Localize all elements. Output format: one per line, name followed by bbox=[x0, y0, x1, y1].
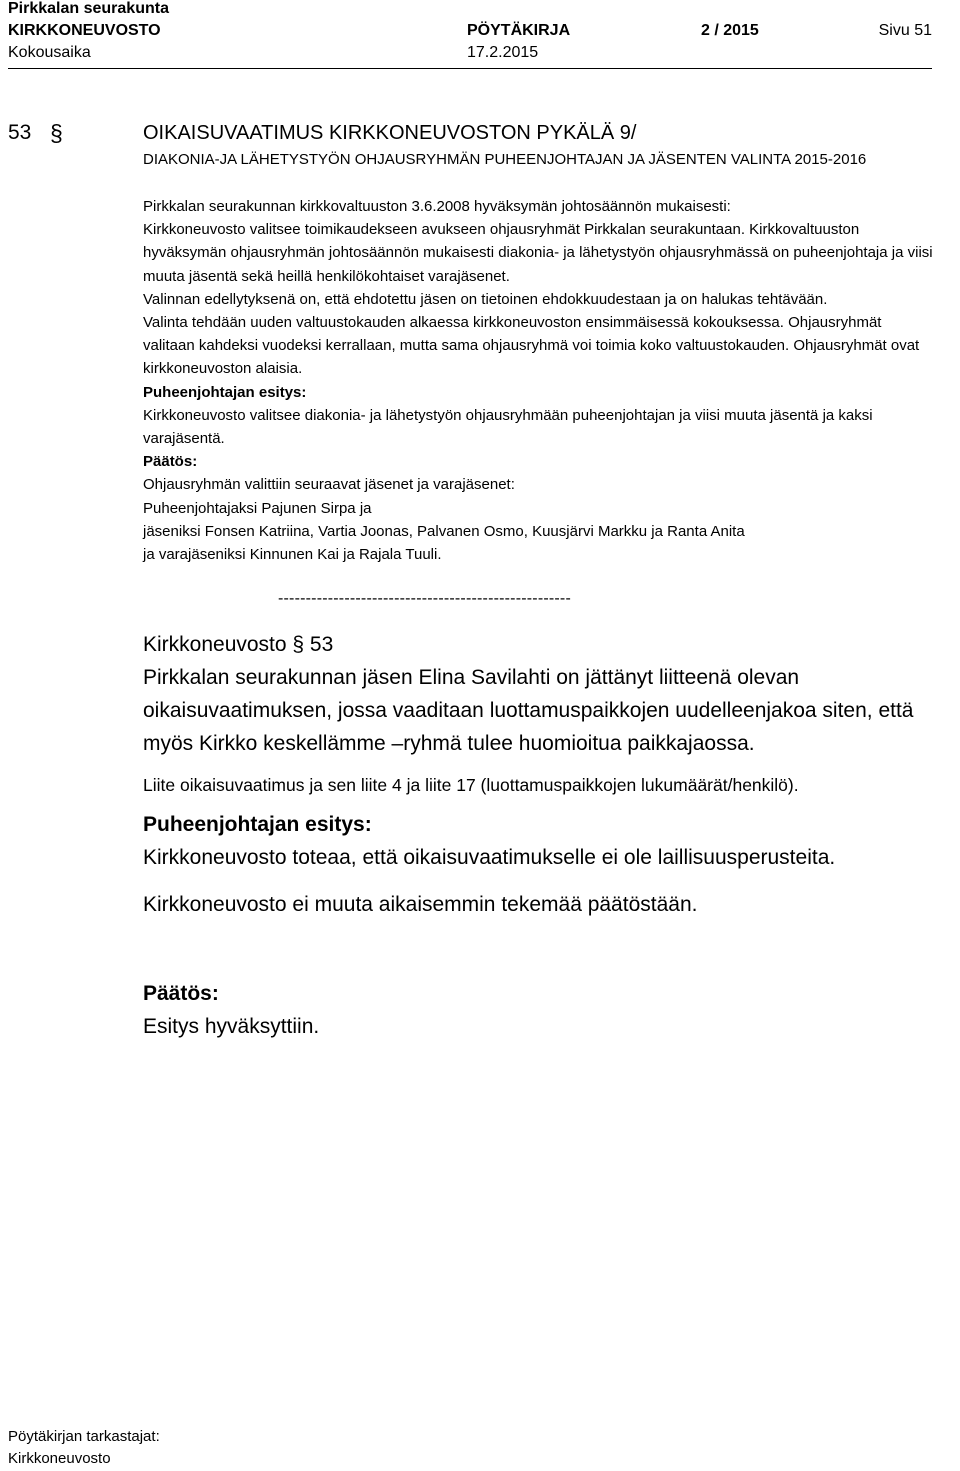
section-body bbox=[143, 195, 933, 566]
section-subtitle: DIAKONIA-JA LÄHETYSTYÖN OHJAUSRYHMÄN PUHEENJOHTAJAN JA JÄSENTEN VALINTA 2015-2016 bbox=[143, 151, 867, 168]
meeting-date: 17.2.2015 bbox=[467, 44, 539, 61]
footer-label: Pöytäkirjan tarkastajat: bbox=[8, 1428, 160, 1445]
paragraph: Valinta tehdään uuden valtuustokauden alkaessa kirkkoneuvoston ensimmäisessä kokouksessa. Ohjausryhmät valitaan kahdeksi vuodeksi kerrallaan, mutta sama ohjausryhmä voi toimia koko valtuustokauden. Ohjausryhmät ovat kirkkoneuvoston alaisia. bbox=[143, 314, 920, 378]
section-title: OIKAISUVAATIMUS KIRKKONEUVOSTON PYKÄLÄ 9/ bbox=[143, 122, 637, 144]
governing-body: KIRKKONEUVOSTO bbox=[8, 22, 161, 39]
section-number: 53 bbox=[8, 121, 32, 144]
paragraph: Valinnan edellytyksenä on, että ehdotettu jäsen on tietoinen ehdokkuudestaan ja on halukas tehtävään. bbox=[143, 290, 828, 308]
footer-body: Kirkkoneuvosto bbox=[8, 1450, 111, 1467]
proposal-label: Puheenjohtajan esitys: bbox=[143, 383, 307, 401]
header-divider bbox=[8, 68, 932, 69]
separator-line: ----------------------------------------------------- bbox=[278, 590, 571, 607]
council-proposal-text: Kirkkoneuvosto toteaa, että oikaisuvaatimukselle ei ole laillisuusperusteita. bbox=[143, 846, 836, 869]
paragraph: Kirkkoneuvosto valitsee toimikaudekseen avukseen ohjausryhmät Pirkkalan seurakuntaan. Kirkkovaltuuston hyväksymän ohjausryhmän johtosäännön mukaisesti diakonia- ja lähetystyön ohjausryhmässä on puheenjohtaja ja viisi muuta jäsentä sekä heillä henkilökohtaiset varajäsenet. bbox=[143, 221, 933, 285]
council-proposal-label: Puheenjohtajan esitys: bbox=[143, 813, 372, 836]
document-type: PÖYTÄKIRJA bbox=[467, 22, 571, 39]
council-text: Pirkkalan seurakunnan jäsen Elina Savilahti on jättänyt liitteenä olevan oikaisuvaatimuksen, jossa vaaditaan luottamuspaikkojen uudelleenjakoa siten, että myös Kirkko keskellämme –ryhmä tulee huomioitua paikkajaossa. bbox=[143, 666, 914, 755]
decision-line: Puheenjohtajaksi Pajunen Sirpa ja bbox=[143, 499, 372, 517]
page-number: Sivu 51 bbox=[878, 22, 932, 39]
paragraph: Pirkkalan seurakunnan kirkkovaltuuston 3.6.2008 hyväksymän johtosäännön mukaisesti: bbox=[143, 198, 731, 215]
meeting-label: Kokousaika bbox=[8, 44, 91, 61]
council-proposal-text: Kirkkoneuvosto ei muuta aikaisemmin tekemää päätöstään. bbox=[143, 893, 698, 916]
council-decision-label: Päätös: bbox=[143, 982, 219, 1005]
attachment-note: Liite oikaisuvaatimus ja sen liite 4 ja liite 17 (luottamuspaikkojen lukumäärät/henkilö). bbox=[143, 775, 799, 795]
council-decision-text: Esitys hyväksyttiin. bbox=[143, 1015, 320, 1038]
organization-name: Pirkkalan seurakunta bbox=[8, 0, 169, 17]
document-number: 2 / 2015 bbox=[701, 22, 759, 39]
decision-line: Ohjausryhmän valittiin seuraavat jäsenet ja varajäsenet: bbox=[143, 476, 515, 494]
decision-label: Päätös: bbox=[143, 453, 198, 471]
proposal-text: Kirkkoneuvosto valitsee diakonia- ja lähetystyön ohjausryhmään puheenjohtajan ja viisi muuta jäsentä ja kaksi varajäsentä. bbox=[143, 406, 873, 448]
council-section bbox=[143, 628, 943, 1043]
decision-line: jäseniksi Fonsen Katriina, Vartia Joonas, Palvanen Osmo, Kuusjärvi Markku ja Ranta Anita bbox=[143, 522, 745, 540]
section-sign: § bbox=[50, 120, 63, 146]
decision-line: ja varajäseniksi Kinnunen Kai ja Rajala Tuuli. bbox=[143, 546, 442, 564]
council-heading: Kirkkoneuvosto § 53 bbox=[143, 633, 334, 656]
